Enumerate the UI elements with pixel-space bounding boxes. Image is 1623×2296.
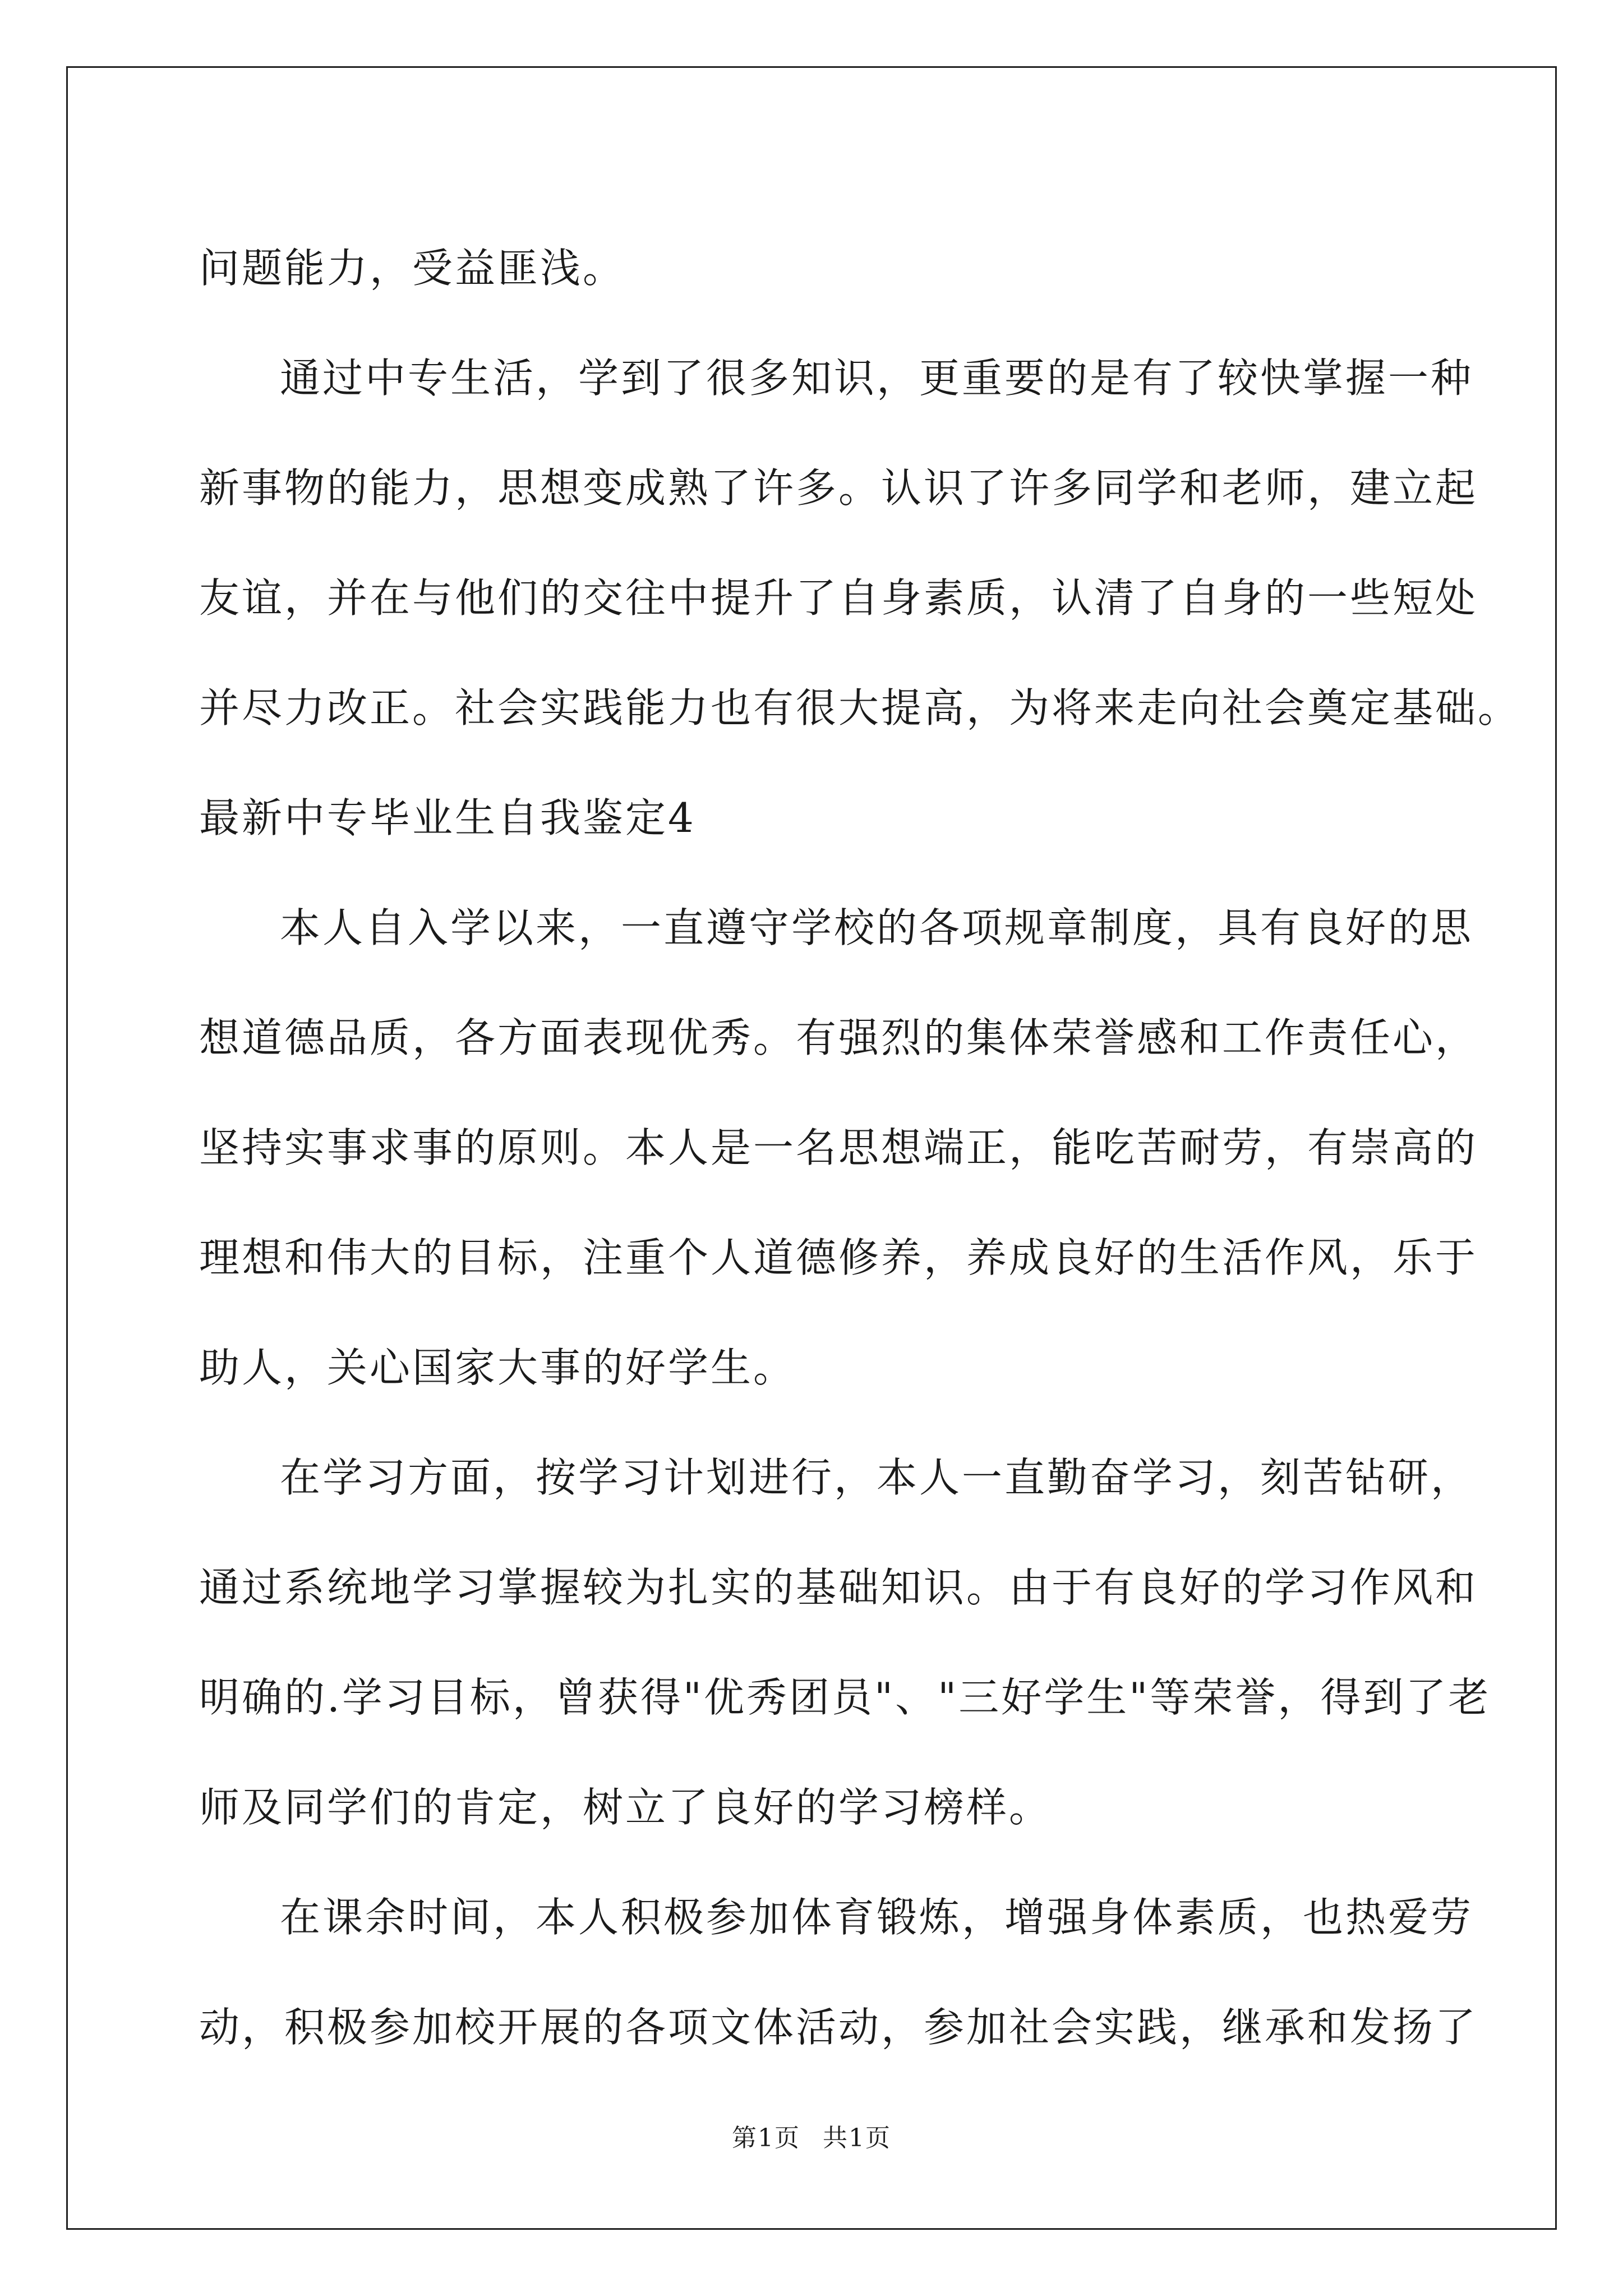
section-heading: 最新中专毕业生自我鉴定4 <box>199 794 696 841</box>
text-line: 动，积极参加校开展的各项文体活动，参加社会实践，继承和发扬了 <box>199 2004 1478 2051</box>
text-line: 在课余时间，本人积极参加体育锻炼，增强身体素质，也热爱劳 <box>280 1894 1474 1941</box>
text-line: 明确的.学习目标，曾获得"优秀团员"、"三好学生"等荣誉，得到了老 <box>199 1674 1491 1721</box>
text-line: 在学习方面，按学习计划进行，本人一直勤奋学习，刻苦钻研， <box>280 1454 1474 1501</box>
text-line: 并尽力改正。社会实践能力也有很大提高，为将来走向社会奠定基础。 <box>199 684 1521 731</box>
page-number: 第1页 <box>732 2124 800 2152</box>
document-body <box>199 213 1521 2082</box>
page-footer <box>0 2118 1623 2154</box>
text-line: 助人，关心国家大事的好学生。 <box>199 1344 796 1391</box>
text-line: 新事物的能力，思想变成熟了许多。认识了许多同学和老师，建立起 <box>199 464 1478 512</box>
text-line: 通过中专生活，学到了很多知识，更重要的是有了较快掌握一种 <box>280 355 1474 402</box>
text-line: 想道德品质，各方面表现优秀。有强烈的集体荣誉感和工作责任心， <box>199 1014 1478 1061</box>
text-line: 坚持实事求事的原则。本人是一名思想端正，能吃苦耐劳，有崇高的 <box>199 1124 1478 1171</box>
text-line: 通过系统地学习掌握较为扎实的基础知识。由于有良好的学习作风和 <box>199 1564 1478 1611</box>
page-total: 共1页 <box>823 2124 891 2152</box>
text-line: 理想和伟大的目标，注重个人道德修养，养成良好的生活作风，乐于 <box>199 1234 1478 1281</box>
text-line: 本人自入学以来，一直遵守学校的各项规章制度，具有良好的思 <box>280 904 1474 951</box>
text-line: 问题能力，受益匪浅。 <box>199 245 626 292</box>
text-line: 友谊，并在与他们的交往中提升了自身素质，认清了自身的一些短处 <box>199 574 1478 622</box>
text-line: 师及同学们的肯定，树立了良好的学习榜样。 <box>199 1784 1052 1831</box>
